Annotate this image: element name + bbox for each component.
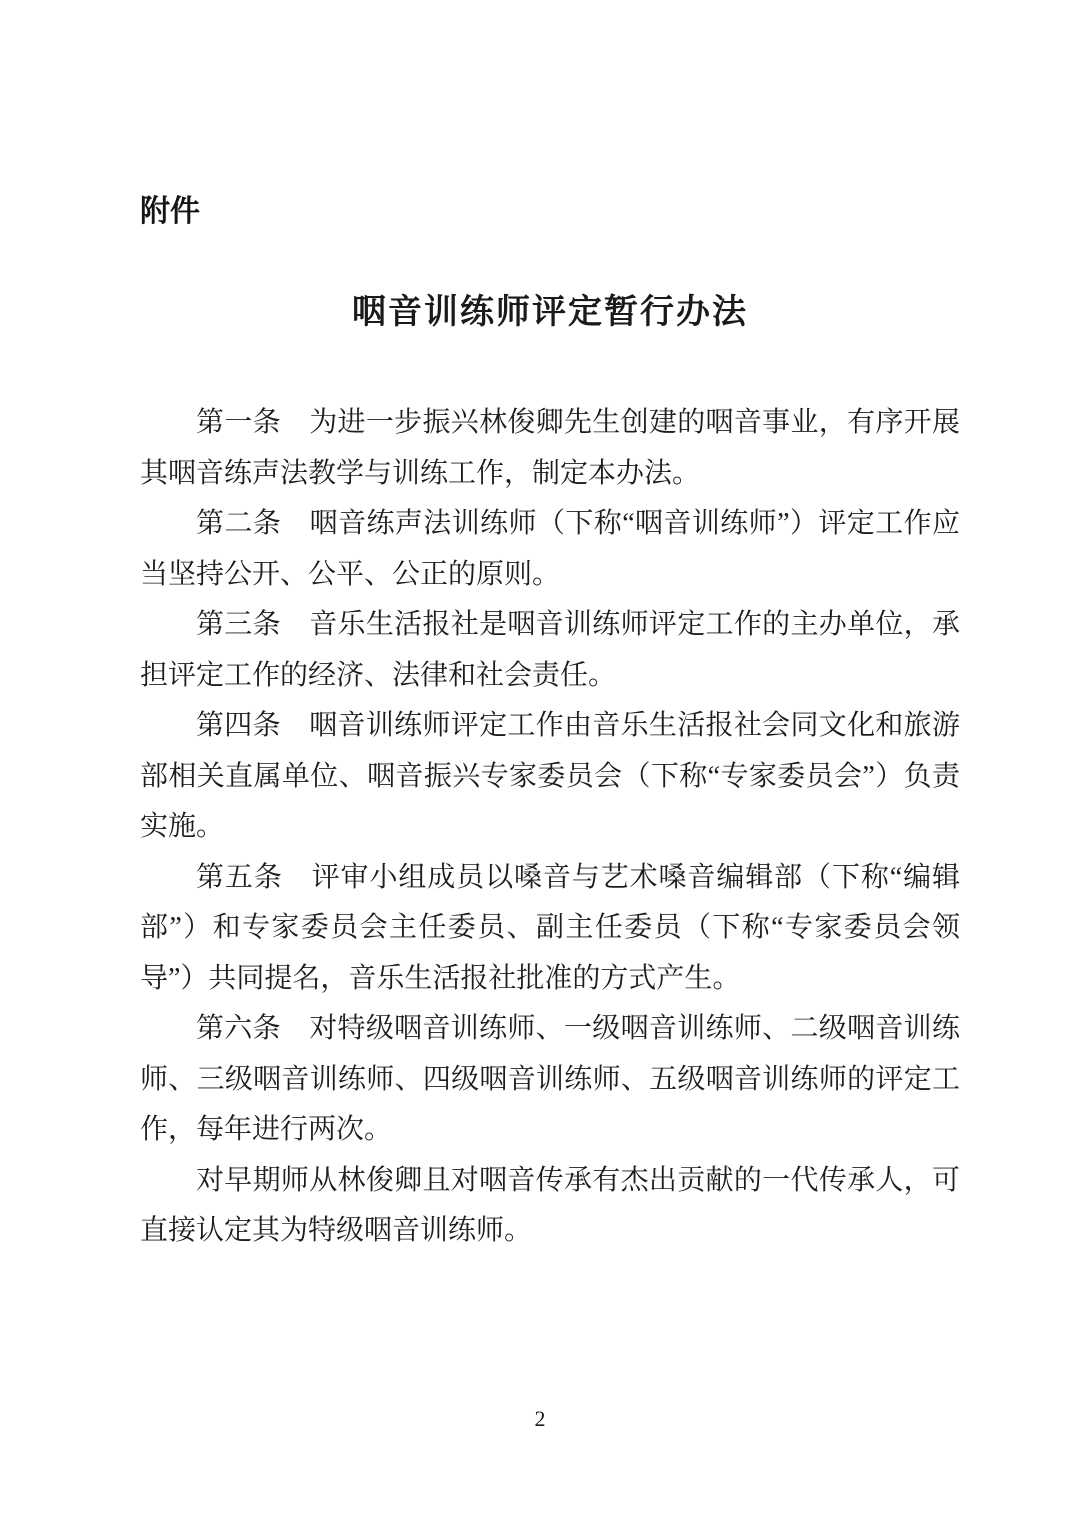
paragraph-article-5: 第五条 评审小组成员以嗓音与艺术嗓音编辑部（下称“编辑部”）和专家委员会主任委员、副主任委员（下称“专家委员会领导”）共同提名，音乐生活报社批准的方式产生。 (140, 861, 960, 994)
paragraph-article-1: 第一条 为进一步振兴林俊卿先生创建的咽音事业，有序开展其咽音练声法教学与训练工作，制定本办法。 (140, 407, 960, 489)
paragraph-article-2: 第二条 咽音练声法训练师（下称“咽音训练师”）评定工作应当坚持公开、公平、公正的原则。 (140, 508, 960, 590)
attachment-label: 附件 (140, 195, 200, 228)
document-title: 咽音训练师评定暂行办法 (352, 294, 748, 331)
document-body (140, 398, 960, 1257)
paragraph-article-3: 第三条 音乐生活报社是咽音训练师评定工作的主办单位，承担评定工作的经济、法律和社会责任。 (140, 609, 960, 691)
document-content (140, 190, 960, 1257)
page-number: 2 (534, 1406, 546, 1431)
paragraph-article-4: 第四条 咽音训练师评定工作由音乐生活报社会同文化和旅游部相关直属单位、咽音振兴专家委员会（下称“专家委员会”）负责实施。 (140, 710, 960, 842)
paragraph-article-6-continued: 对早期师从林俊卿且对咽音传承有杰出贡献的一代传承人，可直接认定其为特级咽音训练师。 (140, 1164, 960, 1246)
paragraph-article-6: 第六条 对特级咽音训练师、一级咽音训练师、二级咽音训练师、三级咽音训练师、四级咽音训练师、五级咽音训练师的评定工作，每年进行两次。 (140, 1013, 960, 1145)
